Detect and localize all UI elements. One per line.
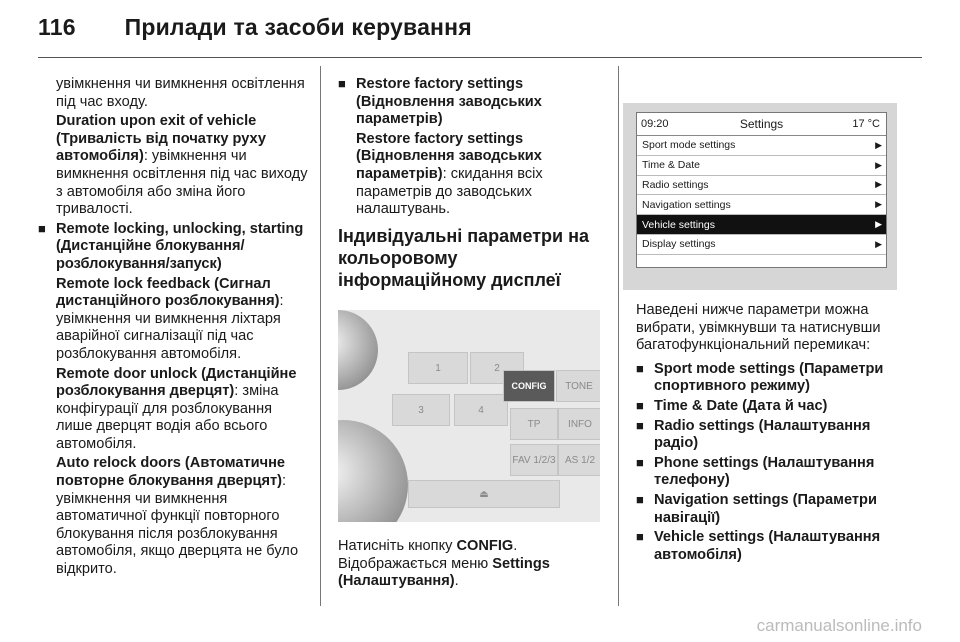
menu-item[interactable] [637,235,886,255]
screen-title-bar [637,113,886,136]
key-2: 2 [470,352,524,384]
clock: 09:20 [641,118,669,130]
menu-item-label: Time & Date [642,159,700,172]
menu-item-label: Display settings [642,238,716,251]
temperature: 17 °C [852,118,880,130]
knob [338,420,408,522]
watermark: carmanualsonline.info [756,616,922,635]
eject-key: ⏏ [408,480,560,508]
caption-text [338,538,604,591]
chevron-right-icon: ▶ [875,139,882,150]
bullet-item [636,492,908,527]
menu-item-selected[interactable] [637,215,886,235]
key-4: 4 [454,394,508,426]
photo-caption [338,538,604,593]
column-divider [618,66,619,606]
term: Vehicle settings (Налаштування автомобіля) [654,529,881,563]
chevron-right-icon: ▶ [875,238,882,249]
term: Time & Date (Дата й час) [654,397,828,414]
column-1 [38,76,310,581]
menu-item[interactable] [637,156,886,176]
column-2 [338,76,604,301]
page-number: 116 [38,14,76,40]
term: CONFIG [456,538,514,554]
paragraph [38,455,310,578]
caption-part: . Відображається меню [338,538,518,572]
page-header [38,14,472,41]
section-heading: Індивідуальні параметри на кольоровому інформаційному дисплеї [338,225,589,290]
page-title: Прилади та засоби керування [124,14,472,40]
fav-key: FAV 1/2/3 [510,444,558,476]
chevron-right-icon: ▶ [875,159,882,170]
control-panel-photo [338,310,600,522]
column-divider [320,66,321,606]
chevron-right-icon: ▶ [875,179,882,190]
term: Auto relock doors (Автоматичне повторне блокування дверцят) [56,455,286,490]
definition: : увімкнення чи вимкнення освітлення під час виходу з автомобіля або зміна його тривалості. [56,148,308,218]
key-1: 1 [408,352,468,384]
bullet-item [636,455,908,490]
bullet-item [636,529,908,564]
bullet-item [636,361,908,396]
caption-part: Натисніть кнопку [338,538,457,554]
paragraph [38,276,310,364]
bullet-item [338,76,604,129]
menu-item[interactable] [637,176,886,196]
chevron-right-icon: ▶ [875,199,882,210]
menu-item[interactable] [637,195,886,215]
menu-item-label: Navigation settings [642,198,731,211]
definition: : увімкнення чи вимкнення автоматичної функції повторного блокування після розблокування автомобіля, якщо дверцята не було відкрито. [56,473,299,578]
caption-part: . [454,573,459,590]
term: Phone settings (Налаштування телефону) [654,454,875,489]
menu-item-label: Vehicle settings [642,218,715,231]
paragraph: Наведені нижче параметри можна вибрати, увімкнувши та натиснувши багатофункціональний перемикач: [636,302,881,354]
definition: : зміна конфігурації для розблокування лише дверцят водія або всього автомобіля. [56,383,279,452]
display-screen [636,112,887,268]
tp-key: TP [510,408,558,440]
term: Remote locking, unlocking, starting (Дистанційне блокування/ розблокування/запуск) [56,220,304,272]
as-key: AS 1/2 [558,444,600,476]
term: Radio settings (Налаштування радіо) [654,417,871,452]
menu-item-label: Sport mode settings [642,139,736,152]
key-3: 3 [392,394,450,426]
term: Settings (Налаштування) [338,555,550,590]
menu-item-label: Radio settings [642,178,709,191]
column-3 [636,302,908,566]
tone-key: TONE [556,370,600,402]
term: Remote lock feedback (Сигнал дистанційного розблокування) [56,275,280,310]
term: Restore factory settings (Відновлення заводських параметрів) [356,130,542,182]
bullet-item [38,221,310,274]
info-key: INFO [558,408,600,440]
term: Sport mode settings (Параметри спортивного режиму) [654,360,884,395]
paragraph [338,131,604,219]
paragraph: увімкнення чи вимкнення освітлення під час входу. [56,76,305,110]
definition: : увімкнення чи вимкнення ліхтаря аварійної сигналізації під час розблокування автомобіля. [56,293,284,362]
chevron-right-icon: ▶ [875,219,882,230]
term: Navigation settings (Параметри навігації) [654,491,877,526]
paragraph [38,366,310,454]
settings-screen-figure [623,103,897,290]
menu-item[interactable] [637,136,886,156]
term: Duration upon exit of vehicle (Тривалість від початку руху автомобіля) [56,113,266,165]
term: Restore factory settings (Відновлення заводських параметрів) [356,76,542,128]
knob [338,310,378,390]
header-rule [38,57,922,58]
term: Remote door unlock (Дистанційне розблокування дверцят) [56,365,297,400]
paragraph [38,113,310,219]
definition: : скидання всіх параметрів до заводських налаштувань. [356,165,543,218]
config-key: CONFIG [503,370,555,402]
screen-title: Settings [739,117,784,131]
bullet-item [636,418,908,453]
bullet-item [636,398,908,416]
